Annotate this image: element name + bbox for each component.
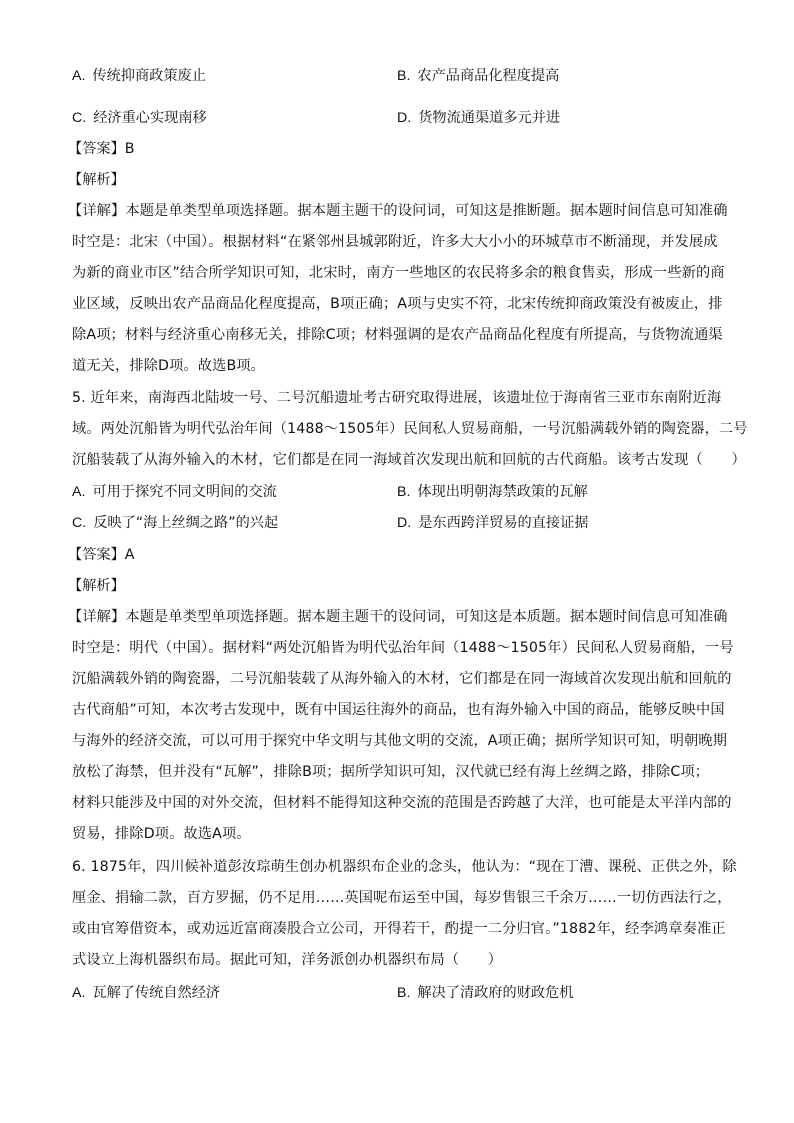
q5-detail-line: 沉船满载外销的陶瓷器，二号沉船装载了从海外输入的木材，它们都是在同一海域首次发现出航和回航的 [72,671,732,687]
q5-option-d: D. 是东西跨洋贸易的直接证据 [397,515,589,531]
q5-stem-line: 5. 近年来，南海西北陆坡一号、二号沉船遗址考古研究取得进展，该遗址位于海南省三亚市东南附近海 [72,390,722,406]
q5-stem-line: 域。两处沉船皆为明代弘治年间（1488～1505年）民间私人贸易商船，一号沉船满载外销的陶瓷器，二号 [72,421,748,437]
q6-option-a: A. 瓦解了传统自然经济 [72,985,221,1001]
q5-detail-line: 与海外的经济交流，可以可用于探究中华文明与其他文明的交流，A项正确；据所学知识可知，明朝晚期 [72,733,728,749]
q4-option-b: B. 农产品商品化程度提高 [397,68,560,84]
q5-detail-line: 材料只能涉及中国的对外交流，但材料不能得知这种交流的范围是否跨越了大洋，也可能是太平洋内部的 [72,795,732,811]
q5-detail-line: 放松了海禁，但并没有“瓦解”，排除B项；据所学知识可知，汉代就已经有海上丝绸之路，排除C项； [72,764,710,780]
q6-stem-line: 6. 1875年，四川候补道彭汝琮萌生创办机器织布企业的念头，他认为：“现在丁漕、课税、正供之外，除 [72,859,737,875]
q5-detail-line: 贸易，排除D项。故选A项。 [72,826,251,842]
q5-detail-line: 古代商船”可知，本次考古发现中，既有中国运往海外的商品，也有海外输入中国的商品，能够反映中国 [72,702,725,718]
q5-option-a: A. 可用于探究不同文明间的交流 [72,484,277,500]
q4-detail-line: 时空是：北宋（中国）。根据材料“在紧邻州县城郭附近，许多大大小小的环城草市不断涌现，并发展成 [72,234,718,250]
q4-detail-line: 道无关，排除D项。故选B项。 [72,358,266,374]
q4-detail-line: 为新的商业市区”结合所学知识可知，北宋时，南方一些地区的农民将多余的粮食售卖，形成一些新的商 [72,265,725,281]
q5-option-b: B. 体现出明朝海禁政策的瓦解 [397,484,588,500]
q4-answer: 【答案】B [68,141,135,157]
q4-analysis-label: 【解析】 [68,172,125,188]
q4-option-d: D. 货物流通渠道多元并进 [397,110,561,126]
q4-detail-line: 业区域，反映出农产品商品化程度提高，B项正确；A项与史实不符，北宋传统抑商政策没有被废止，排 [72,296,723,312]
q4-option-a: A. 传统抑商政策废止 [72,68,206,84]
q5-detail-line: 【详解】本题是单类型单项选择题。据本题主题干的设问词，可知这是本质题。据本题时间信息可知准确 [68,609,728,625]
q6-option-b: B. 解决了清政府的财政危机 [397,985,574,1001]
q5-detail-line: 时空是：明代（中国）。据材料“两处沉船皆为明代弘治年间（1488～1505年）民间私人贸易商船，一号 [72,640,734,656]
q5-analysis-label: 【解析】 [68,578,125,594]
q6-stem-line: 式设立上海机器织布局。据此可知，洋务派创办机器织布局（ ） [72,952,503,968]
q5-answer: 【答案】A [68,547,135,563]
q5-option-c: C. 反映了“海上丝绸之路”的兴起 [72,515,279,531]
q5-stem-line: 沉船装载了从海外输入的木材，它们都是在同一海域首次发现出航和回航的古代商船。该考古发现（ ） [72,452,746,468]
q4-detail-line: 除A项；材料与经济重心南移无关，排除C项；材料强调的是农产品商品化程度有所提高，与货物流通渠 [72,327,723,343]
q4-detail-line: 【详解】本题是单类型单项选择题。据本题主题干的设问词，可知这是推断题。据本题时间信息可知准确 [68,203,728,219]
q4-option-c: C. 经济重心实现南移 [72,110,207,126]
q6-stem-line: 厘金、捐输二款，百方罗掘，仍不足用……英国呢布运至中国，每岁售银三千余万……一切仿西法行之， [72,890,732,906]
q6-stem-line: 或由官筹借资本，或劝远近富商凑股合立公司，开得若干，酌提一二分归官。”1882年，经李鸿章奏准正 [72,921,726,937]
